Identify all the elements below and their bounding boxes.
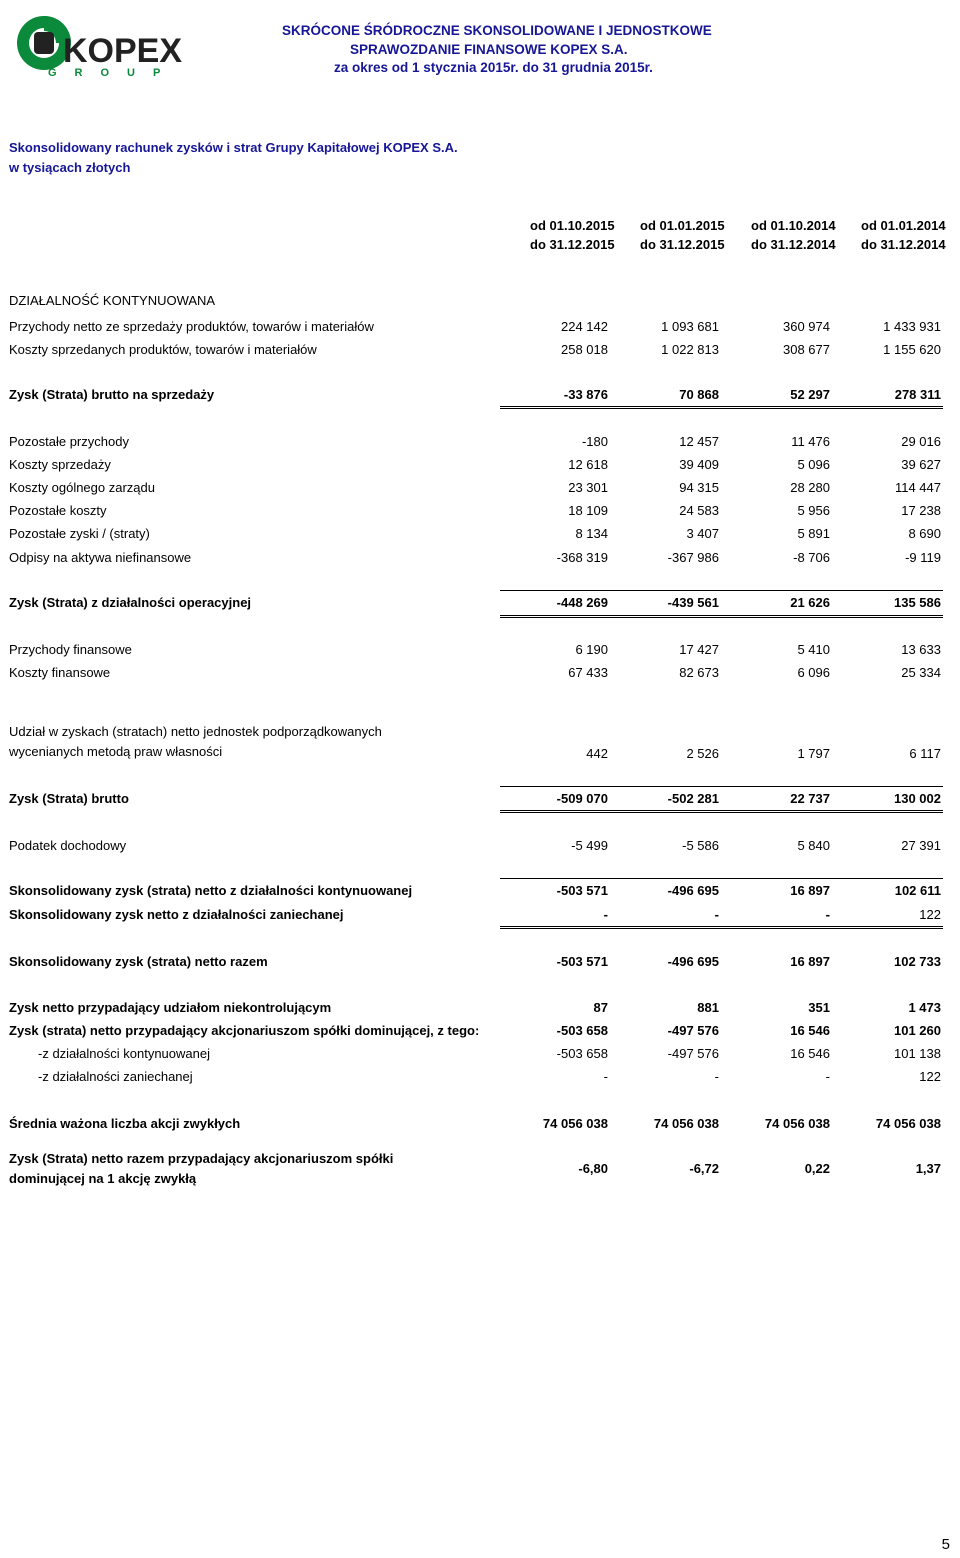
row-value: -9 119 [905, 550, 941, 565]
row-value: 74 056 038 [764, 1116, 830, 1131]
row-value: 0,22 [804, 1161, 830, 1176]
row-label: Podatek dochodowy [9, 838, 127, 853]
row-value: -503 658 [556, 1023, 608, 1038]
row-label: Odpisy na aktywa niefinansowe [9, 550, 192, 565]
row-value: 11 476 [791, 434, 830, 449]
period-header-3 [751, 216, 836, 254]
row-value: -503 571 [556, 954, 608, 969]
row-value: -6,72 [689, 1161, 719, 1176]
row-label: Zysk (Strata) brutto na sprzedaży [9, 387, 215, 402]
row-label: -z działalności kontynuowanej [38, 1046, 210, 1061]
row-value: 94 315 [679, 480, 719, 495]
table-row [9, 836, 942, 856]
row-value: 122 [919, 1069, 941, 1084]
table-row [9, 524, 942, 544]
table-row [9, 432, 942, 452]
statement-title [9, 138, 458, 178]
table-row [9, 722, 942, 766]
row-label: Udział w zyskach (stratach) netto jednostek podporządkowanych [9, 724, 382, 739]
row-value: - [714, 1069, 719, 1084]
row-value: 39 409 [679, 457, 719, 472]
row-value: 28 280 [790, 480, 830, 495]
row-value: - [603, 907, 608, 922]
logo-text: KOPEX [63, 32, 183, 70]
row-value: -503 658 [556, 1046, 608, 1061]
period-to: do 31.12.2014 [861, 237, 946, 252]
table-row [9, 1067, 942, 1087]
row-value: 67 433 [568, 665, 608, 680]
row-value: 39 627 [901, 457, 941, 472]
document-header [230, 22, 750, 78]
row-value: -33 876 [563, 387, 608, 402]
table-row [9, 317, 942, 337]
row-value: 8 690 [908, 526, 941, 541]
row-value: 102 733 [894, 954, 941, 969]
row-label: Zysk (Strata) brutto [9, 791, 129, 806]
row-label: Pozostałe zyski / (straty) [9, 526, 150, 541]
row-value: 101 138 [894, 1046, 941, 1061]
row-value: 2 526 [686, 746, 719, 761]
row-value: -367 986 [667, 550, 719, 565]
row-value: 3 407 [686, 526, 719, 541]
row-value: 6 117 [909, 746, 941, 761]
row-value: 6 096 [797, 665, 830, 680]
section-title: DZIAŁALNOŚĆ KONTYNUOWANA [9, 293, 216, 308]
table-row [9, 663, 942, 683]
subtotal-rule [500, 810, 943, 813]
row-value: 87 [593, 1000, 608, 1015]
row-value: 27 391 [901, 838, 941, 853]
row-label: Skonsolidowany zysk (strata) netto z działalności kontynuowanej [9, 883, 413, 898]
table-row [9, 478, 942, 498]
row-value: 74 056 038 [875, 1116, 941, 1131]
row-value: 130 002 [894, 791, 941, 806]
row-value: 5 096 [797, 457, 830, 472]
row-value: -5 499 [571, 838, 608, 853]
row-value: 351 [808, 1000, 830, 1015]
row-label: Zysk (Strata) z działalności operacyjnej [9, 595, 252, 610]
row-value: 1 433 931 [883, 319, 941, 334]
table-row-subtotal [9, 1114, 942, 1134]
row-value: 22 737 [790, 791, 830, 806]
table-row-subtotal [9, 952, 942, 972]
row-value: 881 [697, 1000, 719, 1015]
row-value: 135 586 [894, 595, 941, 610]
table-row-subtotal [9, 593, 942, 613]
row-value: 1 473 [908, 1000, 941, 1015]
period-header-2 [640, 216, 725, 254]
row-label-line-2: dominującej na 1 akcję zwykłą [9, 1171, 197, 1186]
row-label: Przychody netto ze sprzedaży produktów, towarów i materiałów [9, 319, 374, 334]
row-value: 12 618 [568, 457, 608, 472]
row-value: 16 897 [790, 883, 830, 898]
row-value: 29 016 [901, 434, 941, 449]
row-value: - [603, 1069, 608, 1084]
row-label-line-2: wycenianych metodą praw własności [9, 744, 223, 759]
row-value: -497 576 [667, 1046, 719, 1061]
row-value: 258 018 [561, 342, 608, 357]
row-value: 102 611 [894, 883, 941, 898]
row-value: 1 022 813 [661, 342, 719, 357]
period-header-1 [530, 216, 615, 254]
row-value: 21 626 [790, 595, 830, 610]
row-value: - [714, 907, 719, 922]
row-label: Koszty sprzedaży [9, 457, 111, 472]
period-to: do 31.12.2015 [640, 237, 725, 252]
period-header-4 [861, 216, 946, 254]
row-value: 17 427 [679, 642, 719, 657]
row-value: 13 633 [901, 642, 941, 657]
header-line-3: za okres od 1 stycznia 2015r. do 31 grudnia 2015r. [334, 60, 653, 75]
row-value: 5 956 [797, 503, 830, 518]
row-value: -503 571 [556, 883, 608, 898]
row-value: 82 673 [679, 665, 719, 680]
period-from: od 01.10.2015 [530, 218, 615, 233]
row-value: 24 583 [679, 503, 719, 518]
row-value: 5 891 [797, 526, 830, 541]
row-value: 224 142 [561, 319, 608, 334]
row-value: -502 281 [667, 791, 719, 806]
row-label: Skonsolidowany zysk (strata) netto razem [9, 954, 268, 969]
row-label: Zysk netto przypadający udziałom niekontrolującym [9, 1000, 332, 1015]
kopex-logo [8, 10, 213, 78]
period-to: do 31.12.2015 [530, 237, 615, 252]
row-value: 16 546 [790, 1046, 830, 1061]
row-value: -5 586 [682, 838, 719, 853]
row-value: 52 297 [790, 387, 830, 402]
row-label: Pozostałe przychody [9, 434, 129, 449]
row-value: 74 056 038 [653, 1116, 719, 1131]
table-row [9, 455, 942, 475]
subtotal-rule [500, 786, 943, 787]
row-value: 23 301 [568, 480, 608, 495]
row-value: 18 109 [568, 503, 608, 518]
row-value: -180 [581, 434, 608, 449]
row-value: 442 [586, 746, 608, 761]
row-value: 5 410 [797, 642, 830, 657]
row-value: 114 447 [894, 480, 941, 495]
page-number: 5 [941, 1536, 950, 1553]
row-value: -439 561 [667, 595, 719, 610]
table-row-subtotal [9, 998, 942, 1018]
subtotal-rule [500, 878, 943, 879]
row-value: 16 897 [790, 954, 830, 969]
subtotal-rule [500, 590, 943, 591]
row-label: -z działalności zaniechanej [38, 1069, 193, 1084]
row-value: -448 269 [556, 595, 608, 610]
row-value: 8 134 [575, 526, 608, 541]
table-row [9, 1044, 942, 1064]
header-line-1: SKRÓCONE ŚRÓDROCZNE SKONSOLIDOWANE I JEDNOSTKOWE [282, 23, 712, 38]
statement-title-line-1: Skonsolidowany rachunek zysków i strat Grupy Kapitałowej KOPEX S.A. [9, 140, 458, 155]
row-value: - [825, 1069, 830, 1084]
statement-unit: w tysiącach złotych [9, 160, 131, 175]
row-value: 1 797 [797, 746, 830, 761]
row-value: 74 056 038 [542, 1116, 608, 1131]
table-row [9, 501, 942, 521]
subtotal-rule [500, 615, 943, 618]
row-value: 308 677 [783, 342, 830, 357]
row-label: Średnia ważona liczba akcji zwykłych [9, 1116, 241, 1131]
row-label: Przychody finansowe [9, 642, 132, 657]
row-value: 1 155 620 [883, 342, 941, 357]
table-row-subtotal [9, 789, 942, 809]
row-label: Koszty sprzedanych produktów, towarów i materiałów [9, 342, 317, 357]
period-from: od 01.01.2015 [640, 218, 725, 233]
row-value: 1 093 681 [661, 319, 719, 334]
table-row [9, 548, 942, 568]
row-value: 278 311 [894, 387, 941, 402]
row-value: 16 546 [790, 1023, 830, 1038]
row-value: -368 319 [556, 550, 608, 565]
row-label: Zysk (Strata) netto razem przypadający akcjonariuszom spółki [9, 1151, 394, 1166]
row-value: -8 706 [793, 550, 830, 565]
table-row-subtotal [9, 1021, 942, 1041]
row-value: -497 576 [667, 1023, 719, 1038]
row-value: 5 840 [797, 838, 830, 853]
subtotal-rule [500, 406, 943, 409]
table-row [9, 640, 942, 660]
row-value: 12 457 [679, 434, 719, 449]
row-value: -496 695 [667, 883, 719, 898]
row-label: Pozostałe koszty [9, 503, 107, 518]
row-value: 1,37 [915, 1161, 941, 1176]
row-value: 6 190 [575, 642, 608, 657]
row-value: 122 [919, 907, 941, 922]
row-value: -509 070 [556, 791, 608, 806]
table-row-subtotal [9, 385, 942, 405]
subtotal-rule [500, 926, 943, 929]
row-label: Skonsolidowany zysk netto z działalności zaniechanej [9, 907, 344, 922]
table-row [9, 340, 942, 360]
row-value: 25 334 [901, 665, 941, 680]
row-value: 101 260 [894, 1023, 941, 1038]
row-label: Koszty finansowe [9, 665, 111, 680]
row-label: Koszty ogólnego zarządu [9, 480, 155, 495]
table-row-subtotal [9, 881, 942, 901]
row-value: - [825, 907, 830, 922]
logo-subtext: GROUP [48, 67, 179, 78]
header-line-2: SPRAWOZDANIE FINANSOWE KOPEX S.A. [350, 41, 628, 57]
table-row-subtotal [9, 905, 942, 925]
table-row-subtotal [9, 1149, 942, 1193]
row-label: Zysk (strata) netto przypadający akcjonariuszom spółki dominującej, z tego: [9, 1023, 480, 1038]
period-from: od 01.01.2014 [861, 218, 946, 233]
row-value: 360 974 [783, 319, 830, 334]
row-value: 70 868 [679, 387, 719, 402]
row-value: 17 238 [901, 503, 941, 518]
row-value: -6,80 [578, 1161, 608, 1176]
period-to: do 31.12.2014 [751, 237, 836, 252]
row-value: -496 695 [667, 954, 719, 969]
period-from: od 01.10.2014 [751, 218, 836, 233]
